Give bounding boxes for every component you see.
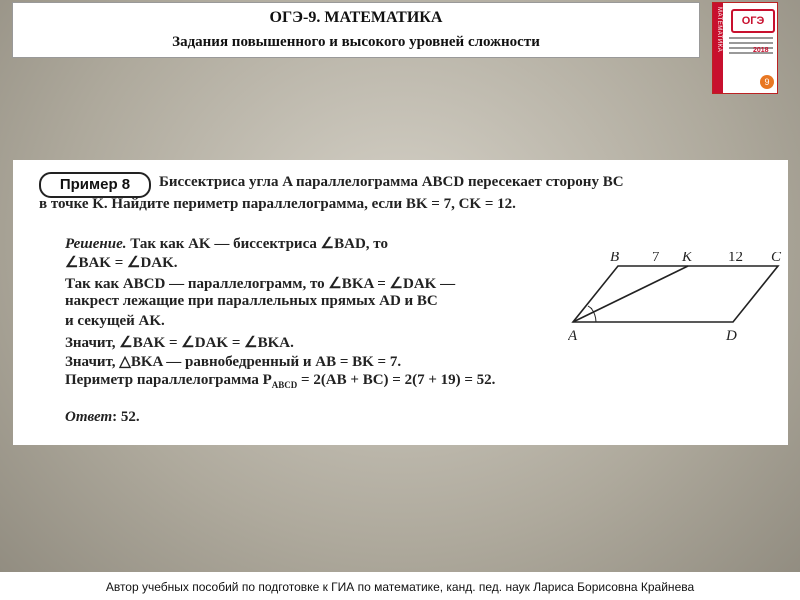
- vertex-label-b: B: [610, 252, 620, 265]
- problem-text-line-1: Биссектриса угла A параллелограмма ABCD пересекает сторону BC: [159, 174, 624, 190]
- book-logo: ОГЭ: [731, 9, 775, 33]
- example-panel: [13, 160, 788, 445]
- solution-line-2: ∠BAK = ∠DAK.: [65, 255, 178, 271]
- answer-line: [65, 409, 140, 426]
- book-grade-badge: 9: [760, 75, 774, 89]
- solution-line-6: Значит, ∠BAK = ∠DAK = ∠BKA.: [65, 335, 294, 351]
- problem-text-line-2: в точке K. Найдите периметр параллелограмма, если BK = 7, CK = 12.: [39, 196, 516, 212]
- page-subtitle: Задания повышенного и высокого уровней сложности: [172, 34, 540, 50]
- solution-line-1-text: Так как AK — биссектриса ∠BAD, то: [126, 236, 388, 252]
- book-spine: [713, 3, 723, 93]
- author-credit: Автор учебных пособий по подготовке к ГИА по математике, канд. пед. наук Лариса Борисовна Крайнева: [105, 580, 695, 594]
- perimeter-subscript: ABCD: [271, 380, 298, 390]
- solution-line-8: [65, 372, 495, 390]
- bisector-ak: [573, 266, 688, 322]
- angle-arc-1: [591, 308, 596, 322]
- book-cover-image: [712, 2, 778, 94]
- parallelogram-figure: [568, 252, 788, 344]
- book-spine-text: МАТЕМАТИКА: [716, 7, 722, 53]
- vertex-label-d: D: [726, 328, 737, 344]
- book-year: 2018: [753, 47, 769, 54]
- vertex-label-a: A: [568, 328, 578, 344]
- vertex-label-k: K: [682, 252, 693, 265]
- solution-line-7: Значит, △BKA — равнобедренный и AB = BK = 7.: [65, 354, 402, 370]
- solution-line-3: Так как ABCD — параллелограмм, то ∠BKA = ∠DAK —: [65, 276, 456, 292]
- solution-line-5: и секущей AK.: [65, 313, 165, 329]
- answer-label: Ответ: [65, 409, 113, 425]
- perimeter-suffix: = 2(AB + BC) = 2(7 + 19) = 52.: [297, 372, 496, 388]
- angle-arc-2: [588, 306, 592, 309]
- header-panel: [12, 2, 700, 58]
- perimeter-prefix: Периметр параллелограмма P: [65, 372, 272, 388]
- parallelogram-abcd: [573, 266, 778, 322]
- page-title: ОГЭ-9. МАТЕМАТИКА: [269, 9, 443, 26]
- vertex-label-c: C: [771, 252, 782, 265]
- segment-label-bk: 7: [652, 252, 660, 265]
- solution-label: Решение.: [65, 236, 127, 252]
- solution-line-4: накрест лежащие при параллельных прямых AD и BC: [65, 293, 438, 309]
- answer-value: : 52.: [112, 409, 140, 425]
- example-badge: Пример 8: [39, 172, 151, 198]
- footer-bar: [0, 572, 800, 600]
- segment-label-kc: 12: [728, 252, 743, 265]
- solution-line-1: [65, 234, 388, 253]
